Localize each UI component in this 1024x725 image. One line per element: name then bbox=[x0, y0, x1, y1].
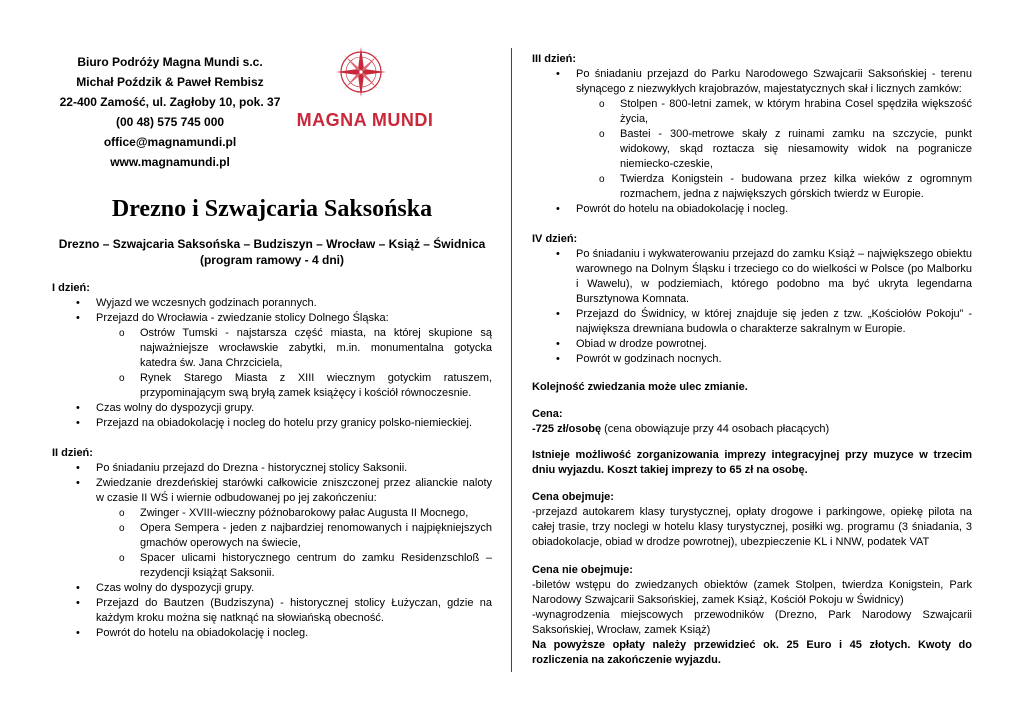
list-item: • Obiad w drodze powrotnej. bbox=[576, 337, 972, 352]
day-4-section bbox=[532, 232, 972, 367]
program-length: (program ramowy - 4 dni) bbox=[199, 253, 345, 267]
agency-email: office@magnamundi.pl bbox=[103, 135, 237, 149]
magna-mundi-logo bbox=[290, 46, 440, 146]
compass-rose-icon bbox=[335, 46, 387, 98]
route-line: Drezno – Szwajcaria Saksońska – Budziszyn – Wrocław – Książ – Świdnica bbox=[58, 237, 486, 251]
list-item: • Powrót do hotelu na obiadokolację i nocleg. bbox=[576, 202, 972, 217]
sub-list-item: o Stolpen - 800-letni zamek, w którym hrabina Cosel spędziła większość życia, bbox=[620, 97, 972, 127]
music-section bbox=[532, 448, 972, 478]
header bbox=[52, 52, 492, 172]
agency-name: Biuro Podróży Magna Mundi s.c. bbox=[77, 55, 263, 69]
agency-phone: (00 48) 575 745 000 bbox=[115, 115, 225, 129]
excluded-heading: Cena nie obejmuje: bbox=[532, 564, 633, 576]
list-item: • Przejazd do Bautzen (Budziszyna) - historycznej stolicy Łużyczan, gdzie na każdym kroku można się natknąć na słowiańską obecność. bbox=[96, 596, 492, 626]
list-item: • Przejazd na obiadokolację i nocleg do hotelu przy granicy polsko-niemieckiej. bbox=[96, 416, 492, 431]
order-notice: Kolejność zwiedzania może ulec zmianie. bbox=[532, 381, 748, 393]
sub-list-item: o Spacer ulicami historycznego centrum do zamku Residenzschloß – rezydencji książąt Saksonii. bbox=[140, 551, 492, 581]
music-option: Istnieje możliwość zorganizowania imprezy integracyjnej przy muzyce w trzecim dniu wyjazdu. Koszt takiej imprezy to 65 zł na osobę. bbox=[532, 449, 972, 476]
column-divider bbox=[511, 48, 512, 672]
included-section bbox=[532, 490, 972, 550]
day-1-list bbox=[52, 296, 492, 431]
sub-list-item: o Ostrów Tumski - najstarsza część miasta, na której skupione są najważniejsze wrocławskie zabytki, m.in. monumentalna gotycka katedra św. Jana Chrzciciela, bbox=[140, 326, 492, 371]
day-3-section bbox=[532, 52, 972, 217]
day-2-section bbox=[52, 446, 492, 641]
day-1-section bbox=[52, 281, 492, 431]
day-3-sublist bbox=[576, 97, 972, 202]
excluded-line-2: -wynagrodzenia miejscowych przewodników (Drezno, Park Narodowy Szwajcarii Saksońskiej, Wrocław, zamek Książ) bbox=[532, 609, 972, 636]
agency-info bbox=[52, 52, 288, 172]
day-2-list bbox=[52, 461, 492, 641]
excluded-note: Na powyższe opłaty należy przewidzieć ok. 25 Euro i 45 złotych. Kwoty do rozliczenia na zakończenie wyjazdu. bbox=[532, 639, 972, 666]
list-item: • Przejazd do Świdnicy, w której znajduje się jeden z tzw. „Kościołów Pokoju” - największa drewniana budowla o charakterze sakralnym w Europie. bbox=[576, 307, 972, 337]
included-text: -przejazd autokarem klasy turystycznej, opłaty drogowe i parkingowe, opiekę pilota na całej trasie, trzy noclegi w hotelu klasy turystycznej, posiłki wg. programu (3 śniadania, 3 obiadokolacje, obiad w drodze powrotnej), ubezpieczenie KL i NNW, podatek VAT bbox=[532, 506, 972, 548]
excluded-section bbox=[532, 563, 972, 668]
logo-text: MAGNA MUNDI bbox=[296, 110, 434, 130]
sub-list-item: o Twierdza Konigstein - budowana przez kilka wieków z ogromnym rozmachem, jedna z największych górskich twierdz w Europie. bbox=[620, 172, 972, 202]
list-item: • Czas wolny do dyspozycji grupy. bbox=[96, 401, 492, 416]
day-3-heading: III dzień: bbox=[532, 53, 576, 65]
agency-owners: Michał Poździk & Paweł Rembisz bbox=[76, 75, 264, 89]
agency-website: www.magnamundi.pl bbox=[110, 155, 230, 169]
list-item: • Czas wolny do dyspozycji grupy. bbox=[96, 581, 492, 596]
list-item: • Po śniadaniu przejazd do Drezna - historycznej stolicy Saksonii. bbox=[96, 461, 492, 476]
price-amount: -725 zł/osobę bbox=[532, 423, 602, 435]
included-heading: Cena obejmuje: bbox=[532, 491, 614, 503]
day-2-heading: II dzień: bbox=[52, 447, 93, 459]
price-note: (cena obowiązuje przy 44 osobach płacących) bbox=[601, 423, 830, 435]
route-subtitle bbox=[52, 236, 492, 268]
day-2-sublist bbox=[96, 506, 492, 581]
page-title: Drezno i Szwajcaria Saksońska bbox=[111, 196, 433, 222]
list-item: • Powrót do hotelu na obiadokolację i nocleg. bbox=[96, 626, 492, 641]
sub-list-item: o Bastei - 300-metrowe skały z ruinami zamku na szczycie, punkt widokowy, skąd roztacza się niesamowity widok na pogranicze niemiecko-czeskie, bbox=[620, 127, 972, 172]
price-heading: Cena: bbox=[532, 408, 563, 420]
price-section bbox=[532, 407, 972, 437]
day-4-heading: IV dzień: bbox=[532, 233, 578, 245]
day-1-heading: I dzień: bbox=[52, 282, 90, 294]
list-item: • Po śniadaniu przejazd do Parku Narodowego Szwajcarii Saksońskiej - terenu słynącego z niezwykłych krajobrazów, majestatycznych skał i licznych zamków: o Stolpen - 800-letni zamek, w którym hrabina Cosel spędziła większość życia, o Bastei - 300-metrowe skały z ruinami zamku na szczycie, punkt widokowy, skąd roztacza się niesamowity widok na pogranicze niemiecko-czeskie, o Twierdza Konigstein - budowana przez kilka wieków z ogromnym rozmachem, jedna z największych górskich twierdz w Europie. bbox=[576, 67, 972, 202]
sub-list-item: o Opera Sempera - jeden z najbardziej renomowanych i najpiękniejszych gmachów operowych na świecie, bbox=[140, 521, 492, 551]
list-item: • Zwiedzanie drezdeńskiej starówki całkowicie zniszczonej przez alianckie naloty w czasie II WŚ i wiernie odbudowanej po jej zakończeniu: o Zwinger - XVIII-wieczny późnobarokowy pałac Augusta II Mocnego, o Opera Sempera - jeden z najbardziej renomowanych i najpiękniejszych gmachów operowych na świecie, o Spacer ulicami historycznego centrum do zamku Residenzschloß – rezydencji książąt Saksonii. bbox=[96, 476, 492, 581]
sub-list-item: o Zwinger - XVIII-wieczny późnobarokowy pałac Augusta II Mocnego, bbox=[140, 506, 492, 521]
sub-list-item: o Rynek Starego Miasta z XIII wiecznym gotyckim ratuszem, przypominającym swą bryłą zamek książęcy i kościół równoczesnie. bbox=[140, 371, 492, 401]
day-3-list bbox=[532, 67, 972, 217]
agency-address: 22-400 Zamość, ul. Zagłoby 10, pok. 37 bbox=[59, 95, 281, 109]
list-item: • Wyjazd we wczesnych godzinach porannych. bbox=[96, 296, 492, 311]
list-item: • Powrót w godzinach nocnych. bbox=[576, 352, 972, 367]
excluded-line-1: -biletów wstępu do zwiedzanych obiektów (zamek Stolpen, twierdza Konigstein, Park Narodowy Szwajcarii Saksońskiej, zamek Książ, Kościół Pokoju w Świdnicy) bbox=[532, 579, 972, 606]
day-4-list bbox=[532, 247, 972, 367]
list-item: • Po śniadaniu i wykwaterowaniu przejazd do zamku Książ – największego obiektu warownego na Dolnym Śląsku i trzeciego co do wielkości w Polsce (po Malborku i Wawelu), w podziemiach, którego podobno ma być ukryta legendarna Bursztynowa Komnata. bbox=[576, 247, 972, 307]
day-1-sublist bbox=[96, 326, 492, 401]
price-line bbox=[532, 422, 972, 437]
list-item: • Przejazd do Wrocławia - zwiedzanie stolicy Dolnego Śląska: o Ostrów Tumski - najstarsza część miasta, na której skupione są najważniejsze wrocławskie zabytki, m.in. monumentalna gotycka katedra św. Jana Chrzciciela, o Rynek Starego Miasta z XIII wiecznym gotyckim ratuszem, przypominającym swą bryłą zamek książęcy i kościół równoczesnie. bbox=[96, 311, 492, 401]
notice-section bbox=[532, 380, 972, 395]
